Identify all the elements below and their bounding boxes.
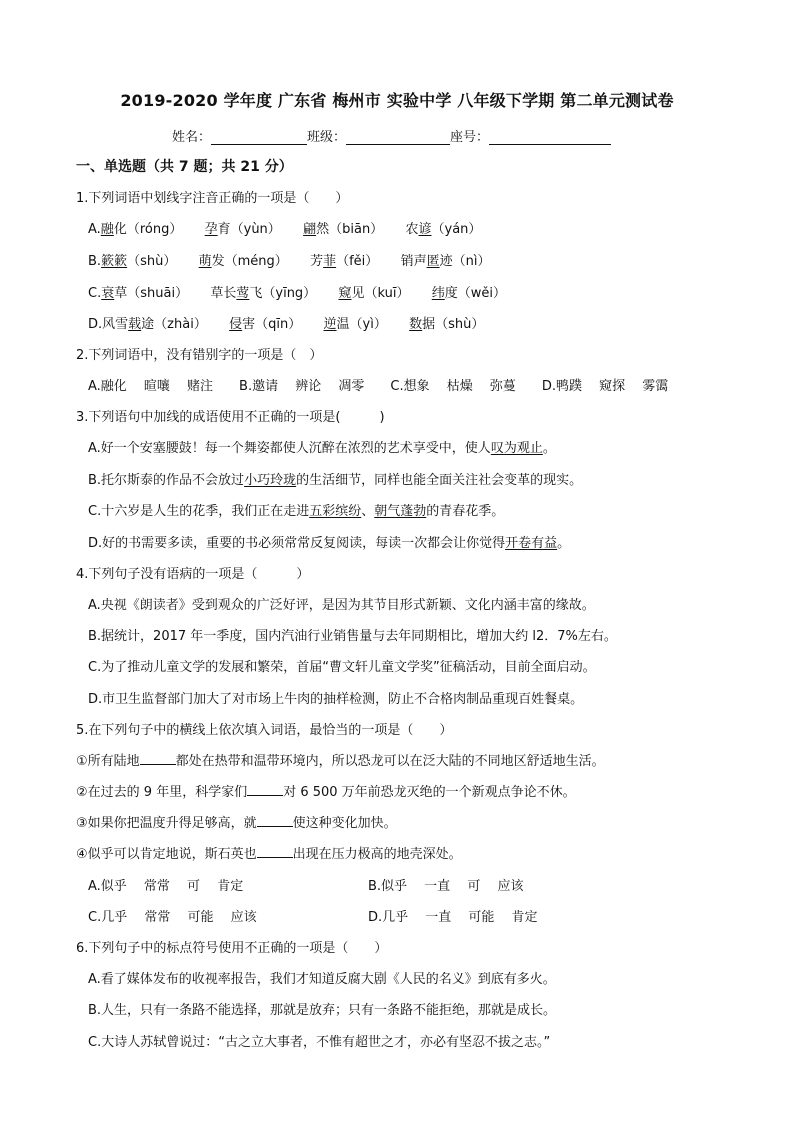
q1-option-a[interactable]: A.融化（róng） 孕育（yùn） 翩然（biān） 农谚（yán）	[88, 222, 482, 237]
q3-option-b[interactable]: B.托尔斯泰的作品不会放过小巧玲珑的生活细节，同样也能全面关注社会变革的现实。	[88, 473, 583, 488]
q4-stem: 4.下列句子没有语病的一项是（ ）	[76, 567, 310, 582]
seat-field[interactable]	[489, 130, 611, 145]
q5-sentence-1: ①所有陆地 都处在热带和温带环境内，所以恐龙可以在泛大陆的不同地区舒适地生活。	[76, 750, 605, 769]
q1-option-c[interactable]: C.衰草（shuāi） 草长莺飞（yīng） 窥见（kuī） 纬度（wěi）	[88, 286, 507, 301]
q5-stem: 5.在下列句子中的横线上依次填入词语，最恰当的一项是（ ）	[76, 723, 453, 738]
q3-stem: 3.下列语句中加线的成语使用不正确的一项是( )	[76, 410, 385, 425]
seat-label: 座号：	[450, 130, 490, 145]
class-label: 班级：	[307, 130, 347, 145]
q4-option-b[interactable]: B.据统计，2017 年一季度，国内汽油行业销售量与去年同期相比，增加大约 l2．7%左右。	[88, 629, 617, 644]
q5-option-a[interactable]: A.似乎 常常 可 肯定	[88, 879, 244, 894]
q6-option-c[interactable]: C.大诗人苏轼曾说过：“古之立大事者，不惟有超世之才，亦必有坚忍不拔之志。”	[88, 1035, 551, 1050]
q1-stem: 1.下列词语中划线字注音正确的一项是（ ）	[76, 191, 349, 206]
q2-options[interactable]: A.融化 暄嚷 赌注 B.邀请 辨论 凋零 C.想象 枯燥 弥蔓 D.鸭蹼 窥探 雾霭	[88, 379, 669, 394]
name-field[interactable]	[211, 130, 307, 145]
q5-sentence-4: ④似乎可以肯定地说，斯石英也 出现在压力极高的地壳深处。	[76, 843, 462, 862]
q5-option-b[interactable]: B.似乎 一直 可 应该	[368, 879, 524, 894]
q5-sentence-3: ③如果你把温度升得足够高，就 使这种变化加快。	[76, 812, 397, 831]
q1-option-d[interactable]: D.风雪载途（zhài） 侵害（qīn） 逆温（yì） 数据（shù）	[88, 317, 485, 332]
q3-option-c[interactable]: C.十六岁是人生的花季，我们正在走进五彩缤纷、朝气蓬勃的青春花季。	[88, 504, 505, 519]
q6-option-b[interactable]: B.人生，只有一条路不能选择，那就是放弃；只有一条路不能拒绝，那就是成长。	[88, 1003, 557, 1018]
blank-line	[247, 782, 283, 796]
section-title: 一、单选题（共 7 题；共 21 分）	[76, 159, 293, 175]
q5-option-c[interactable]: C.几乎 常常 可能 应该	[88, 910, 257, 925]
q1-option-b[interactable]: B.簌簌（shù） 萌发（méng） 芳菲（fěi） 销声匿迹（nì）	[88, 254, 491, 269]
page-title: 2019-2020 学年度 广东省 梅州市 实验中学 八年级下学期 第二单元测试卷	[120, 91, 674, 110]
q5-sentence-2: ②在过去的 9 年里，科学家们 对 6 500 万年前恐龙灭绝的一个新观点争论不休。	[76, 781, 576, 800]
q6-stem: 6.下列句子中的标点符号使用不正确的一项是（ ）	[76, 941, 388, 956]
q2-stem: 2.下列词语中，没有错别字的一项是（ ）	[76, 348, 323, 363]
blank-line	[257, 844, 293, 858]
q4-option-d[interactable]: D.市卫生监督部门加大了对市场上牛肉的抽样检测，防止不合格肉制品重现百姓餐桌。	[88, 692, 584, 707]
q4-option-c[interactable]: C.为了推动儿童文学的发展和繁荣，首届“曹文轩儿童文学奖”征稿活动，目前全面启动。	[88, 660, 596, 675]
q5-option-d[interactable]: D.几乎 一直 可能 肯定	[368, 910, 538, 925]
q6-option-a[interactable]: A.看了媒体发布的收视率报告，我们才知道反腐大剧《人民的名义》到底有多火。	[88, 972, 556, 987]
q3-option-d[interactable]: D.好的书需要多读，重要的书必须常常反复阅读，每读一次都会让你觉得开卷有益。	[88, 536, 571, 551]
class-field[interactable]	[346, 130, 450, 145]
student-info-row	[172, 126, 611, 145]
blank-line	[257, 813, 293, 827]
q4-option-a[interactable]: A.央视《朗读者》受到观众的广泛好评，是因为其节目形式新颖、文化内涵丰富的缘故。	[88, 598, 595, 613]
q3-option-a[interactable]: A.好一个安塞腰鼓！每一个舞姿都使人沉醉在浓烈的艺术享受中，使人叹为观止。	[88, 441, 556, 456]
name-label: 姓名：	[172, 130, 212, 145]
blank-line	[140, 751, 176, 765]
